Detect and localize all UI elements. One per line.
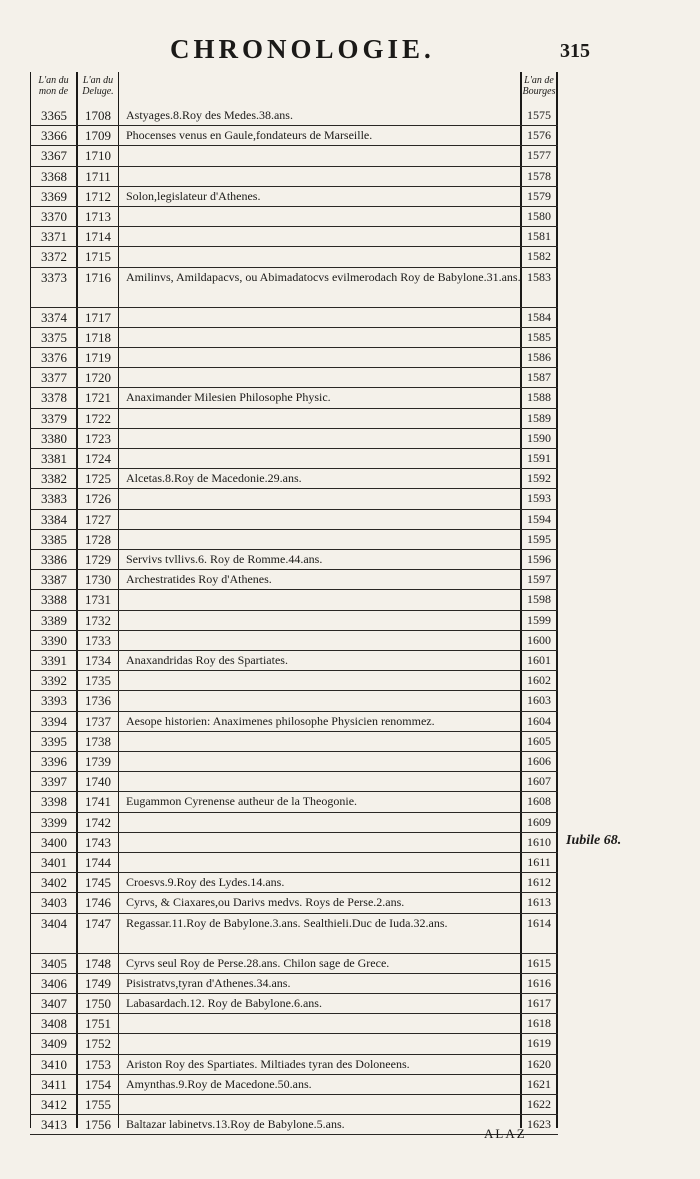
cell-year-world: 3375 — [41, 329, 67, 345]
cell-event: Regassar.11.Roy de Babylone.3.ans. Sealthieli.Duc de Iuda.32.ans. — [126, 915, 448, 930]
cell-year-world: 3369 — [41, 188, 67, 204]
cell-year-bourges: 1594 — [527, 511, 551, 526]
cell-year-bourges: 1616 — [527, 975, 551, 990]
cell-event: Amilinvs, Amildapacvs, ou Abimadatocvs evilmerodach Roy de Babylone.31.ans. — [126, 269, 521, 284]
table-row — [30, 852, 558, 873]
cell-year-world: 3404 — [41, 915, 67, 931]
cell-year-deluge: 1716 — [85, 269, 111, 285]
table-row — [30, 408, 558, 429]
cell-year-world: 3371 — [41, 229, 67, 245]
col-header-world: L'an du mon de — [38, 75, 69, 97]
cell-year-world: 3366 — [41, 128, 67, 144]
cell-year-bourges: 1613 — [527, 895, 551, 910]
cell-year-world: 3384 — [41, 511, 67, 527]
table-row — [30, 993, 558, 1014]
table-row — [30, 630, 558, 651]
column-headers — [30, 72, 558, 102]
table-row — [30, 448, 558, 469]
cell-event: Archestratides Roy d'Athenes. — [126, 572, 272, 587]
cell-year-deluge: 1730 — [85, 572, 111, 588]
page-number: 315 — [560, 40, 590, 62]
cell-year-bourges: 1586 — [527, 350, 551, 364]
cell-year-world: 3368 — [41, 168, 67, 184]
cell-year-world: 3373 — [41, 269, 67, 285]
cell-year-bourges: 1581 — [527, 229, 551, 244]
cell-event: Croesvs.9.Roy des Lydes.14.ans. — [126, 875, 285, 890]
cell-year-deluge: 1742 — [85, 814, 111, 830]
cell-year-deluge: 1715 — [85, 249, 111, 265]
cell-year-bourges: 1580 — [527, 209, 551, 223]
cell-year-deluge: 1711 — [85, 168, 111, 184]
cell-year-world: 3385 — [41, 531, 67, 547]
cell-year-bourges: 1593 — [527, 491, 551, 506]
cell-year-bourges: 1619 — [527, 1036, 551, 1051]
table-row — [30, 1074, 558, 1095]
table-row — [30, 872, 558, 893]
cell-year-world: 3399 — [41, 814, 67, 830]
cell-year-deluge: 1741 — [85, 794, 111, 810]
table-row — [30, 125, 558, 146]
table-row — [30, 953, 558, 974]
cell-year-world: 3396 — [41, 754, 67, 769]
cell-year-deluge: 1739 — [85, 754, 111, 769]
cell-year-deluge: 1735 — [85, 673, 111, 689]
cell-year-bourges: 1589 — [527, 410, 551, 425]
table-row — [30, 892, 558, 913]
table-row — [30, 307, 558, 328]
cell-year-deluge: 1729 — [85, 552, 111, 567]
cell-year-world: 3392 — [41, 673, 67, 689]
cell-year-deluge: 1719 — [85, 350, 111, 365]
cell-year-bourges: 1597 — [527, 572, 551, 587]
cell-year-bourges: 1587 — [527, 370, 551, 385]
cell-year-deluge: 1726 — [85, 491, 111, 507]
cell-year-deluge: 1753 — [85, 1056, 111, 1072]
cell-year-deluge: 1709 — [85, 128, 111, 144]
cell-year-deluge: 1749 — [85, 975, 111, 991]
cell-event: Cyrvs, & Ciaxares,ou Darivs medvs. Roys de Perse.2.ans. — [126, 895, 405, 910]
cell-year-deluge: 1718 — [85, 329, 111, 345]
cell-year-world: 3401 — [41, 855, 67, 870]
table-row — [30, 1013, 558, 1034]
cell-year-world: 3365 — [41, 108, 67, 123]
cell-year-world: 3390 — [41, 632, 67, 648]
cell-year-bourges: 1578 — [527, 168, 551, 183]
cell-year-world: 3389 — [41, 612, 67, 628]
cell-event: Alcetas.8.Roy de Macedonie.29.ans. — [126, 471, 302, 486]
cell-year-world: 3397 — [41, 774, 67, 790]
cell-year-bourges: 1582 — [527, 249, 551, 264]
cell-year-world: 3387 — [41, 572, 67, 588]
cell-year-world: 3402 — [41, 875, 67, 891]
cell-event: Eugammon Cyrenense autheur de la Theogonie. — [126, 794, 358, 809]
cell-year-deluge: 1733 — [85, 632, 111, 648]
cell-year-deluge: 1714 — [85, 229, 111, 245]
table-row — [30, 812, 558, 833]
table-row — [30, 105, 558, 126]
cell-year-world: 3378 — [41, 390, 67, 406]
cell-year-bourges: 1607 — [527, 774, 551, 789]
cell-event: Cyrvs seul Roy de Perse.28.ans. Chilon sage de Grece. — [126, 955, 390, 970]
cell-year-bourges: 1618 — [527, 1016, 551, 1031]
cell-year-world: 3400 — [41, 834, 67, 850]
cell-year-deluge: 1754 — [85, 1076, 111, 1092]
cell-event: Amynthas.9.Roy de Macedone.50.ans. — [126, 1076, 312, 1091]
cell-year-deluge: 1717 — [85, 309, 111, 325]
cell-year-world: 3374 — [41, 309, 67, 325]
cell-year-bourges: 1585 — [527, 329, 551, 344]
table-row — [30, 267, 558, 308]
cell-event: Anaxandridas Roy des Spartiates. — [126, 653, 288, 667]
cell-year-bourges: 1579 — [527, 188, 551, 203]
cell-year-bourges: 1609 — [527, 814, 551, 829]
col-header-bourges: L'an de Bourges — [522, 75, 556, 97]
cell-year-bourges: 1575 — [527, 108, 551, 122]
cell-year-bourges: 1590 — [527, 430, 551, 445]
cell-year-bourges: 1620 — [527, 1056, 551, 1071]
catchword: ALAZ — [484, 1126, 527, 1141]
cell-year-bourges: 1606 — [527, 754, 551, 768]
cell-year-world: 3407 — [41, 996, 67, 1011]
cell-event: Pisistratvs,tyran d'Athenes.34.ans. — [126, 975, 291, 990]
cell-year-world: 3398 — [41, 794, 67, 810]
cell-year-bourges: 1588 — [527, 390, 551, 405]
cell-year-world: 3388 — [41, 592, 67, 608]
cell-year-deluge: 1721 — [85, 390, 111, 406]
table-row — [30, 387, 558, 408]
cell-year-world: 3381 — [41, 451, 67, 466]
table-row — [30, 206, 558, 227]
cell-year-bourges: 1621 — [527, 1076, 551, 1091]
cell-year-deluge: 1734 — [85, 653, 111, 668]
table-row — [30, 1094, 558, 1115]
margin-note: Iubile 68. — [566, 833, 622, 848]
cell-year-deluge: 1727 — [85, 511, 111, 527]
table-row — [30, 589, 558, 610]
running-title: CHRONOLOGIE. — [170, 34, 435, 64]
table-row — [30, 731, 558, 752]
table-row — [30, 327, 558, 348]
cell-year-deluge: 1725 — [85, 471, 111, 487]
cell-year-bourges: 1612 — [527, 875, 551, 890]
chronology-table — [30, 72, 558, 1133]
table-row — [30, 529, 558, 550]
cell-year-world: 3410 — [41, 1056, 67, 1072]
cell-year-deluge: 1745 — [85, 875, 111, 891]
cell-event: Labasardach.12. Roy de Babylone.6.ans. — [126, 996, 322, 1010]
table-row — [30, 166, 558, 187]
table-row — [30, 973, 558, 994]
cell-year-bourges: 1592 — [527, 471, 551, 486]
table-row — [30, 1114, 558, 1135]
cell-year-deluge: 1756 — [85, 1117, 111, 1133]
cell-year-world: 3413 — [41, 1117, 67, 1133]
table-row — [30, 488, 558, 509]
cell-year-deluge: 1723 — [85, 430, 111, 446]
cell-year-deluge: 1752 — [85, 1036, 111, 1052]
cell-year-world: 3386 — [41, 552, 67, 567]
cell-year-bourges: 1610 — [527, 834, 551, 849]
cell-year-world: 3372 — [41, 249, 67, 265]
cell-year-world: 3395 — [41, 733, 67, 749]
cell-year-world: 3377 — [41, 370, 67, 386]
table-row — [30, 832, 558, 853]
cell-year-world: 3391 — [41, 653, 67, 668]
cell-year-bourges: 1583 — [527, 269, 551, 284]
cell-year-world: 3382 — [41, 471, 67, 487]
table-row — [30, 771, 558, 792]
cell-event: Ariston Roy des Spartiates. Miltiades tyran des Doloneens. — [126, 1056, 410, 1071]
cell-year-bourges: 1576 — [527, 128, 551, 143]
cell-event: Servivs tvllivs.6. Roy de Romme.44.ans. — [126, 552, 323, 566]
cell-year-deluge: 1738 — [85, 733, 111, 749]
table-row — [30, 428, 558, 449]
cell-year-deluge: 1708 — [85, 108, 111, 123]
cell-year-deluge: 1731 — [85, 592, 111, 608]
cell-year-world: 3370 — [41, 209, 67, 224]
cell-year-bourges: 1611 — [527, 855, 551, 869]
cell-year-world: 3408 — [41, 1016, 67, 1032]
cell-year-bourges: 1577 — [527, 148, 551, 163]
cell-year-bourges: 1622 — [527, 1097, 551, 1111]
cell-year-bourges: 1598 — [527, 592, 551, 607]
cell-year-world: 3406 — [41, 975, 67, 991]
cell-year-bourges: 1600 — [527, 632, 551, 647]
cell-year-deluge: 1740 — [85, 774, 111, 790]
cell-year-deluge: 1744 — [85, 855, 111, 870]
cell-year-bourges: 1617 — [527, 996, 551, 1010]
cell-year-bourges: 1615 — [527, 955, 551, 970]
cell-year-deluge: 1713 — [85, 209, 111, 224]
cell-year-deluge: 1710 — [85, 148, 111, 164]
cell-year-deluge: 1747 — [85, 915, 111, 931]
cell-year-world: 3405 — [41, 955, 67, 971]
table-row — [30, 569, 558, 590]
cell-year-deluge: 1746 — [85, 895, 111, 911]
cell-year-deluge: 1712 — [85, 188, 111, 204]
table-row — [30, 791, 558, 812]
cell-year-world: 3411 — [41, 1076, 67, 1092]
table-row — [30, 1054, 558, 1075]
table-row — [30, 1033, 558, 1054]
cell-year-bourges: 1602 — [527, 673, 551, 688]
cell-year-deluge: 1728 — [85, 531, 111, 547]
cell-year-bourges: 1605 — [527, 733, 551, 748]
col-header-deluge: L'an du Deluge. — [82, 75, 114, 97]
cell-year-world: 3412 — [41, 1097, 67, 1112]
cell-year-deluge: 1736 — [85, 693, 111, 709]
cell-year-bourges: 1608 — [527, 794, 551, 809]
cell-year-world: 3380 — [41, 430, 67, 446]
cell-year-deluge: 1743 — [85, 834, 111, 850]
cell-year-deluge: 1750 — [85, 996, 111, 1011]
cell-event: Solon,legislateur d'Athenes. — [126, 188, 261, 203]
cell-year-bourges: 1603 — [527, 693, 551, 708]
table-row — [30, 913, 558, 954]
table-row — [30, 690, 558, 711]
cell-event: Aesope historien: Anaximenes philosophe Physicien renommez. — [126, 713, 435, 728]
cell-year-world: 3409 — [41, 1036, 67, 1052]
cell-year-deluge: 1724 — [85, 451, 111, 466]
table-row — [30, 347, 558, 368]
table-row — [30, 226, 558, 247]
cell-year-bourges: 1601 — [527, 653, 551, 667]
table-row — [30, 145, 558, 166]
cell-year-deluge: 1720 — [85, 370, 111, 386]
table-row — [30, 246, 558, 267]
cell-year-world: 3367 — [41, 148, 67, 164]
cell-year-bourges: 1599 — [527, 612, 551, 627]
cell-year-world: 3394 — [41, 713, 67, 729]
cell-year-world: 3379 — [41, 410, 67, 426]
table-row — [30, 367, 558, 388]
table-row — [30, 186, 558, 207]
cell-year-deluge: 1748 — [85, 955, 111, 971]
table-row — [30, 509, 558, 530]
cell-year-world: 3393 — [41, 693, 67, 709]
cell-event: Anaximander Milesien Philosophe Physic. — [126, 390, 331, 405]
cell-year-deluge: 1751 — [85, 1016, 111, 1032]
cell-year-world: 3376 — [41, 350, 67, 365]
cell-year-bourges: 1584 — [527, 309, 551, 324]
table-row — [30, 711, 558, 732]
cell-year-deluge: 1755 — [85, 1097, 111, 1112]
cell-year-bourges: 1596 — [527, 552, 551, 566]
cell-year-deluge: 1732 — [85, 612, 111, 628]
cell-event: Astyages.8.Roy des Medes.38.ans. — [126, 108, 293, 122]
cell-year-bourges: 1623 — [527, 1117, 551, 1132]
cell-event: Phocenses venus en Gaule,fondateurs de Marseille. — [126, 128, 373, 143]
table-row — [30, 468, 558, 489]
table-row — [30, 751, 558, 772]
cell-year-bourges: 1614 — [527, 915, 551, 930]
cell-year-deluge: 1722 — [85, 410, 111, 426]
cell-year-world: 3403 — [41, 895, 67, 911]
table-row — [30, 610, 558, 631]
cell-year-bourges: 1604 — [527, 713, 551, 728]
cell-event: Baltazar labinetvs.13.Roy de Babylone.5.ans. — [126, 1117, 345, 1132]
cell-year-world: 3383 — [41, 491, 67, 507]
table-row — [30, 549, 558, 570]
cell-year-bourges: 1595 — [527, 531, 551, 546]
table-row — [30, 650, 558, 671]
table-row — [30, 670, 558, 691]
page-header — [0, 30, 700, 70]
cell-year-deluge: 1737 — [85, 713, 111, 729]
cell-year-bourges: 1591 — [527, 451, 551, 465]
